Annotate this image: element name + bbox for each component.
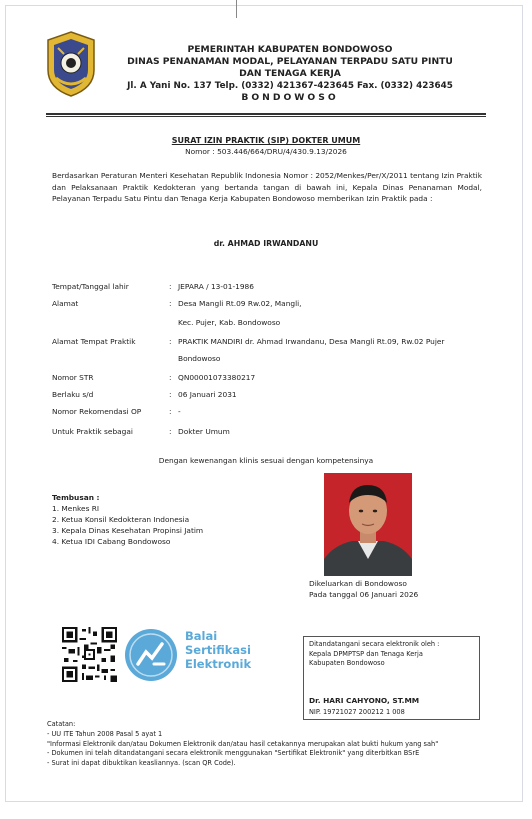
qr-code [62,627,117,682]
field-colon: : [169,427,172,436]
issued-place: Dikeluarkan di Bondowoso [309,579,407,588]
bsre-logo-icon [124,628,178,682]
issuance-info [309,578,418,600]
signer-nip: NIP. 19721027 200212 1 008 [309,708,405,716]
copy-recipient: 2. Ketua Konsil Kedokteran Indonesia [52,515,190,524]
field-label: Alamat Tempat Praktik [52,337,136,346]
document-number: Nomor : 503.446/664/DRU/4/430.9.13/2026 [185,147,347,156]
signature-position-2: Kabupaten Bondowoso [309,659,385,668]
field-label: Untuk Praktik sebagai [52,427,133,436]
copy-recipients [52,492,203,547]
field-label: Berlaku s/d [52,390,94,399]
signer-name: Dr. HARI CAHYONO, ST.MM [309,696,420,705]
notes-heading: Catatan: [47,720,76,728]
field-colon: : [169,282,172,291]
header-rule-thick [46,113,486,115]
fold-mark [236,0,237,18]
field-value: - [178,407,181,416]
bsre-line-1: Balai [185,629,218,643]
letterhead [120,44,460,104]
regency-logo [44,30,98,98]
field-colon: : [169,373,172,382]
header-rule-thin [46,116,486,117]
bsre-line-2: Sertifikasi [185,643,251,657]
field-address [52,298,492,328]
signature-note: Ditandatangani secara elektronik oleh : [309,640,440,648]
field-label: Nomor STR [52,373,94,382]
field-colon: : [169,407,172,416]
letterhead-line-3: DAN TENAGA KERJA [239,68,341,79]
letterhead-address: Jl. A Yani No. 137 Telp. (0332) 421367-423645 Fax. (0332) 423645 [127,81,453,91]
field-value: Dokter Umum [178,427,230,436]
field-label: Tempat/Tanggal lahir [52,282,129,291]
note-item: - Surat ini dapat dibuktikan keasliannya. (scan QR Code). [47,759,236,768]
field-colon: : [169,337,172,346]
field-colon: : [169,299,172,308]
holder-photo [324,473,412,576]
field-value-line-2: Bondowoso [178,354,221,363]
field-value: 06 Januari 2031 [178,390,237,399]
notes [47,720,438,769]
note-item: - Dokumen ini telah ditandatangani secara elektronik menggunakan "Sertifikat Elektronik" yang diterbitkan BSrE [47,749,420,758]
field-value: JEPARA / 13-01-1986 [178,282,254,291]
copy-recipients-heading: Tembusan : [52,493,100,502]
letterhead-line-2: DINAS PENANAMAN MODAL, PELAYANAN TERPADU SATU PINTU [127,56,453,67]
holder-name: dr. AHMAD IRWANDANU [213,239,319,248]
bsre-logo-text [185,629,251,671]
note-item: "Informasi Elektronik dan/atau Dokumen Elektronik dan/atau hasil cetakannya merupakan alat bukti hukum yang sah" [47,739,439,748]
field-value: QN00001073380217 [178,373,256,382]
field-colon: : [169,390,172,399]
signature-position-1: Kepala DPMPTSP dan Tenaga Kerja [309,649,423,658]
field-value-line-2: Kec. Pujer, Kab. Bondowoso [178,318,281,327]
field-practice-address [52,336,492,366]
field-value: Desa Mangli Rt.09 Rw.02, Mangli, [178,299,302,308]
field-label: Nomor Rekomendasi OP [52,407,142,416]
field-label: Alamat [52,299,79,308]
letterhead-city: BONDOWOSO [241,92,339,103]
intro-paragraph: Berdasarkan Peraturan Menteri Kesehatan Republik Indonesia Nomor : 2052/Menkes/Per/X/2011 tentang Izin Praktik dan Pelaksanaan Praktik Kedokteran yang bertanda tangan di bawah ini, Kepala Dinas Penanaman Modal, Pelayanan Terpadu Satu Pintu dan Tenaga Kerja Kabupaten Bondowoso memberikan Izin Praktik pada : [52,171,482,204]
document-title: SURAT IZIN PRAKTIK (SIP) DOKTER UMUM [171,136,361,145]
note-item: - UU ITE Tahun 2008 Pasal 5 ayat 1 [47,729,163,738]
letterhead-line-1: PEMERINTAH KABUPATEN BONDOWOSO [187,44,393,55]
copy-recipient: 3. Kepala Dinas Kesehatan Propinsi Jatim [52,526,204,535]
authority-statement: Dengan kewenangan klinis sesuai dengan kompetensinya [158,456,374,465]
copy-recipient: 4. Ketua IDI Cabang Bondowoso [52,537,171,546]
issued-date: Pada tanggal 06 Januari 2026 [309,590,419,599]
copy-recipient: 1. Menkes RI [52,504,100,513]
signature-block [309,640,439,669]
field-value: PRAKTIK MANDIRI dr. Ahmad Irwandanu, Desa Mangli Rt.09, Rw.02 Pujer [178,337,445,346]
bsre-line-3: Elektronik [185,657,252,671]
